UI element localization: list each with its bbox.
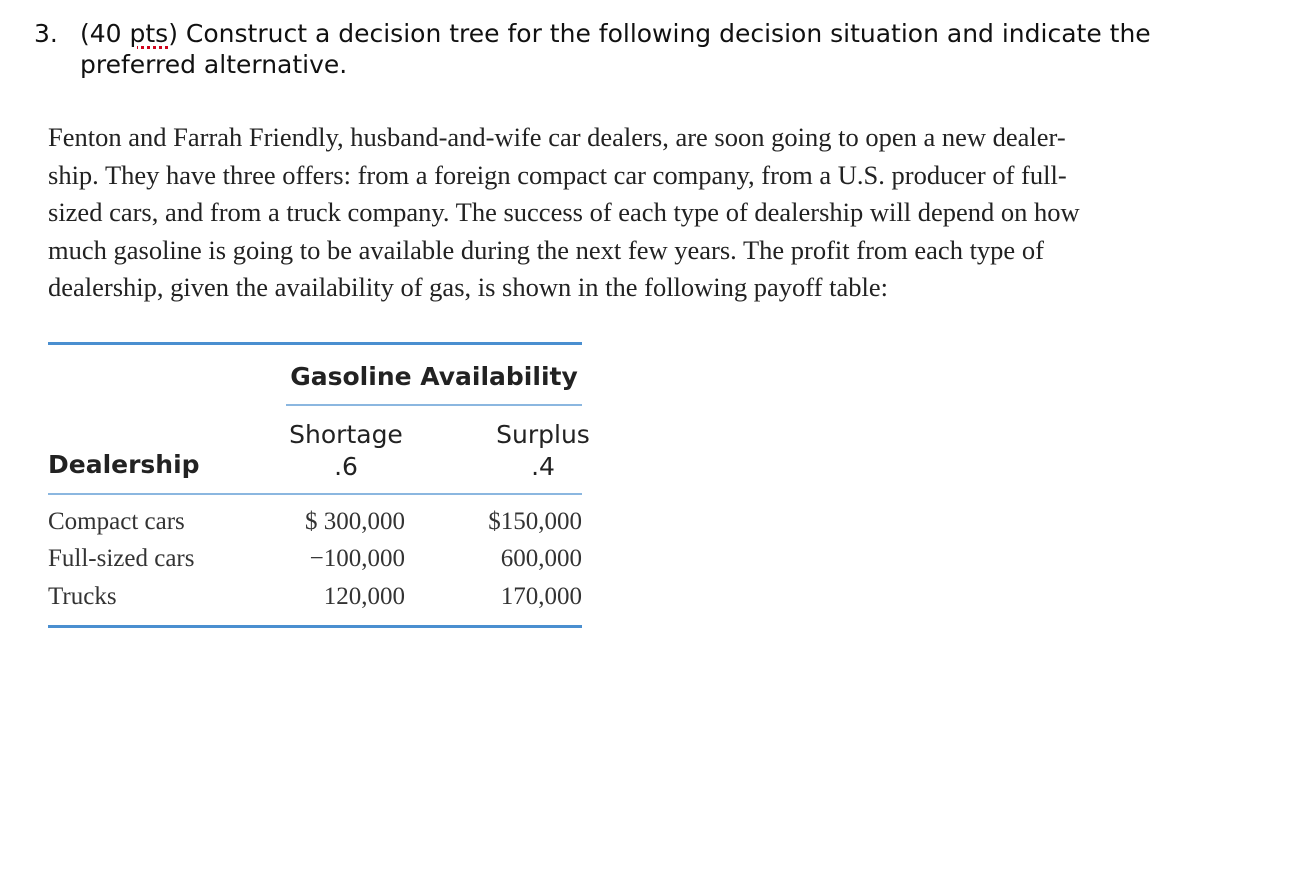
payoff-table [48,342,590,632]
column-header-shortage: Shortage [289,420,403,449]
shortage-value: −100,000 [309,545,405,572]
row-label: Compact cars [48,508,185,535]
column-header-surplus: Surplus [496,420,590,449]
question-number: 3. [34,19,58,48]
surplus-value: 600,000 [500,545,582,572]
question-text: Construct a decision tree for the following decision situation and indicate the preferred alternative. [80,19,1151,79]
table-top-rule [48,342,582,345]
shortage-value: $ 300,000 [305,508,405,535]
row-header: Dealership [48,450,200,479]
question-prompt [80,18,1264,80]
shortage-value: 120,000 [323,583,405,610]
points-open: (40 [80,19,130,48]
passage-line-4: much gasoline is going to be available during the next few years. The profit from each type of [48,234,1044,265]
header-bottom-rule [48,493,582,495]
problem-passage [48,119,1188,307]
points-word: pts [129,19,169,48]
passage-line-5: dealership, given the availability of gas, is shown in the following payoff table: [48,272,888,302]
passage-line-1: Fenton and Farrah Friendly, husband-and-wife car dealers, are soon going to open a new dealer- [48,122,1066,152]
question-heading [34,18,1264,80]
column-prob-surplus: .4 [531,452,555,481]
points-close: ) [168,19,178,48]
row-label: Trucks [48,583,117,610]
row-label: Full-sized cars [48,545,195,572]
column-prob-shortage: .6 [334,452,358,481]
table-bottom-rule [48,625,582,628]
surplus-value: 170,000 [500,583,582,610]
surplus-value: $150,000 [488,508,582,535]
group-header: Gasoline Availability [290,362,578,391]
group-header-rule [286,404,582,406]
passage-line-2: ship. They have three offers: from a foreign compact car company, from a U.S. producer of full- [48,159,1067,190]
passage-line-3: sized cars, and from a truck company. The success of each type of dealership will depend on how [48,197,1080,227]
